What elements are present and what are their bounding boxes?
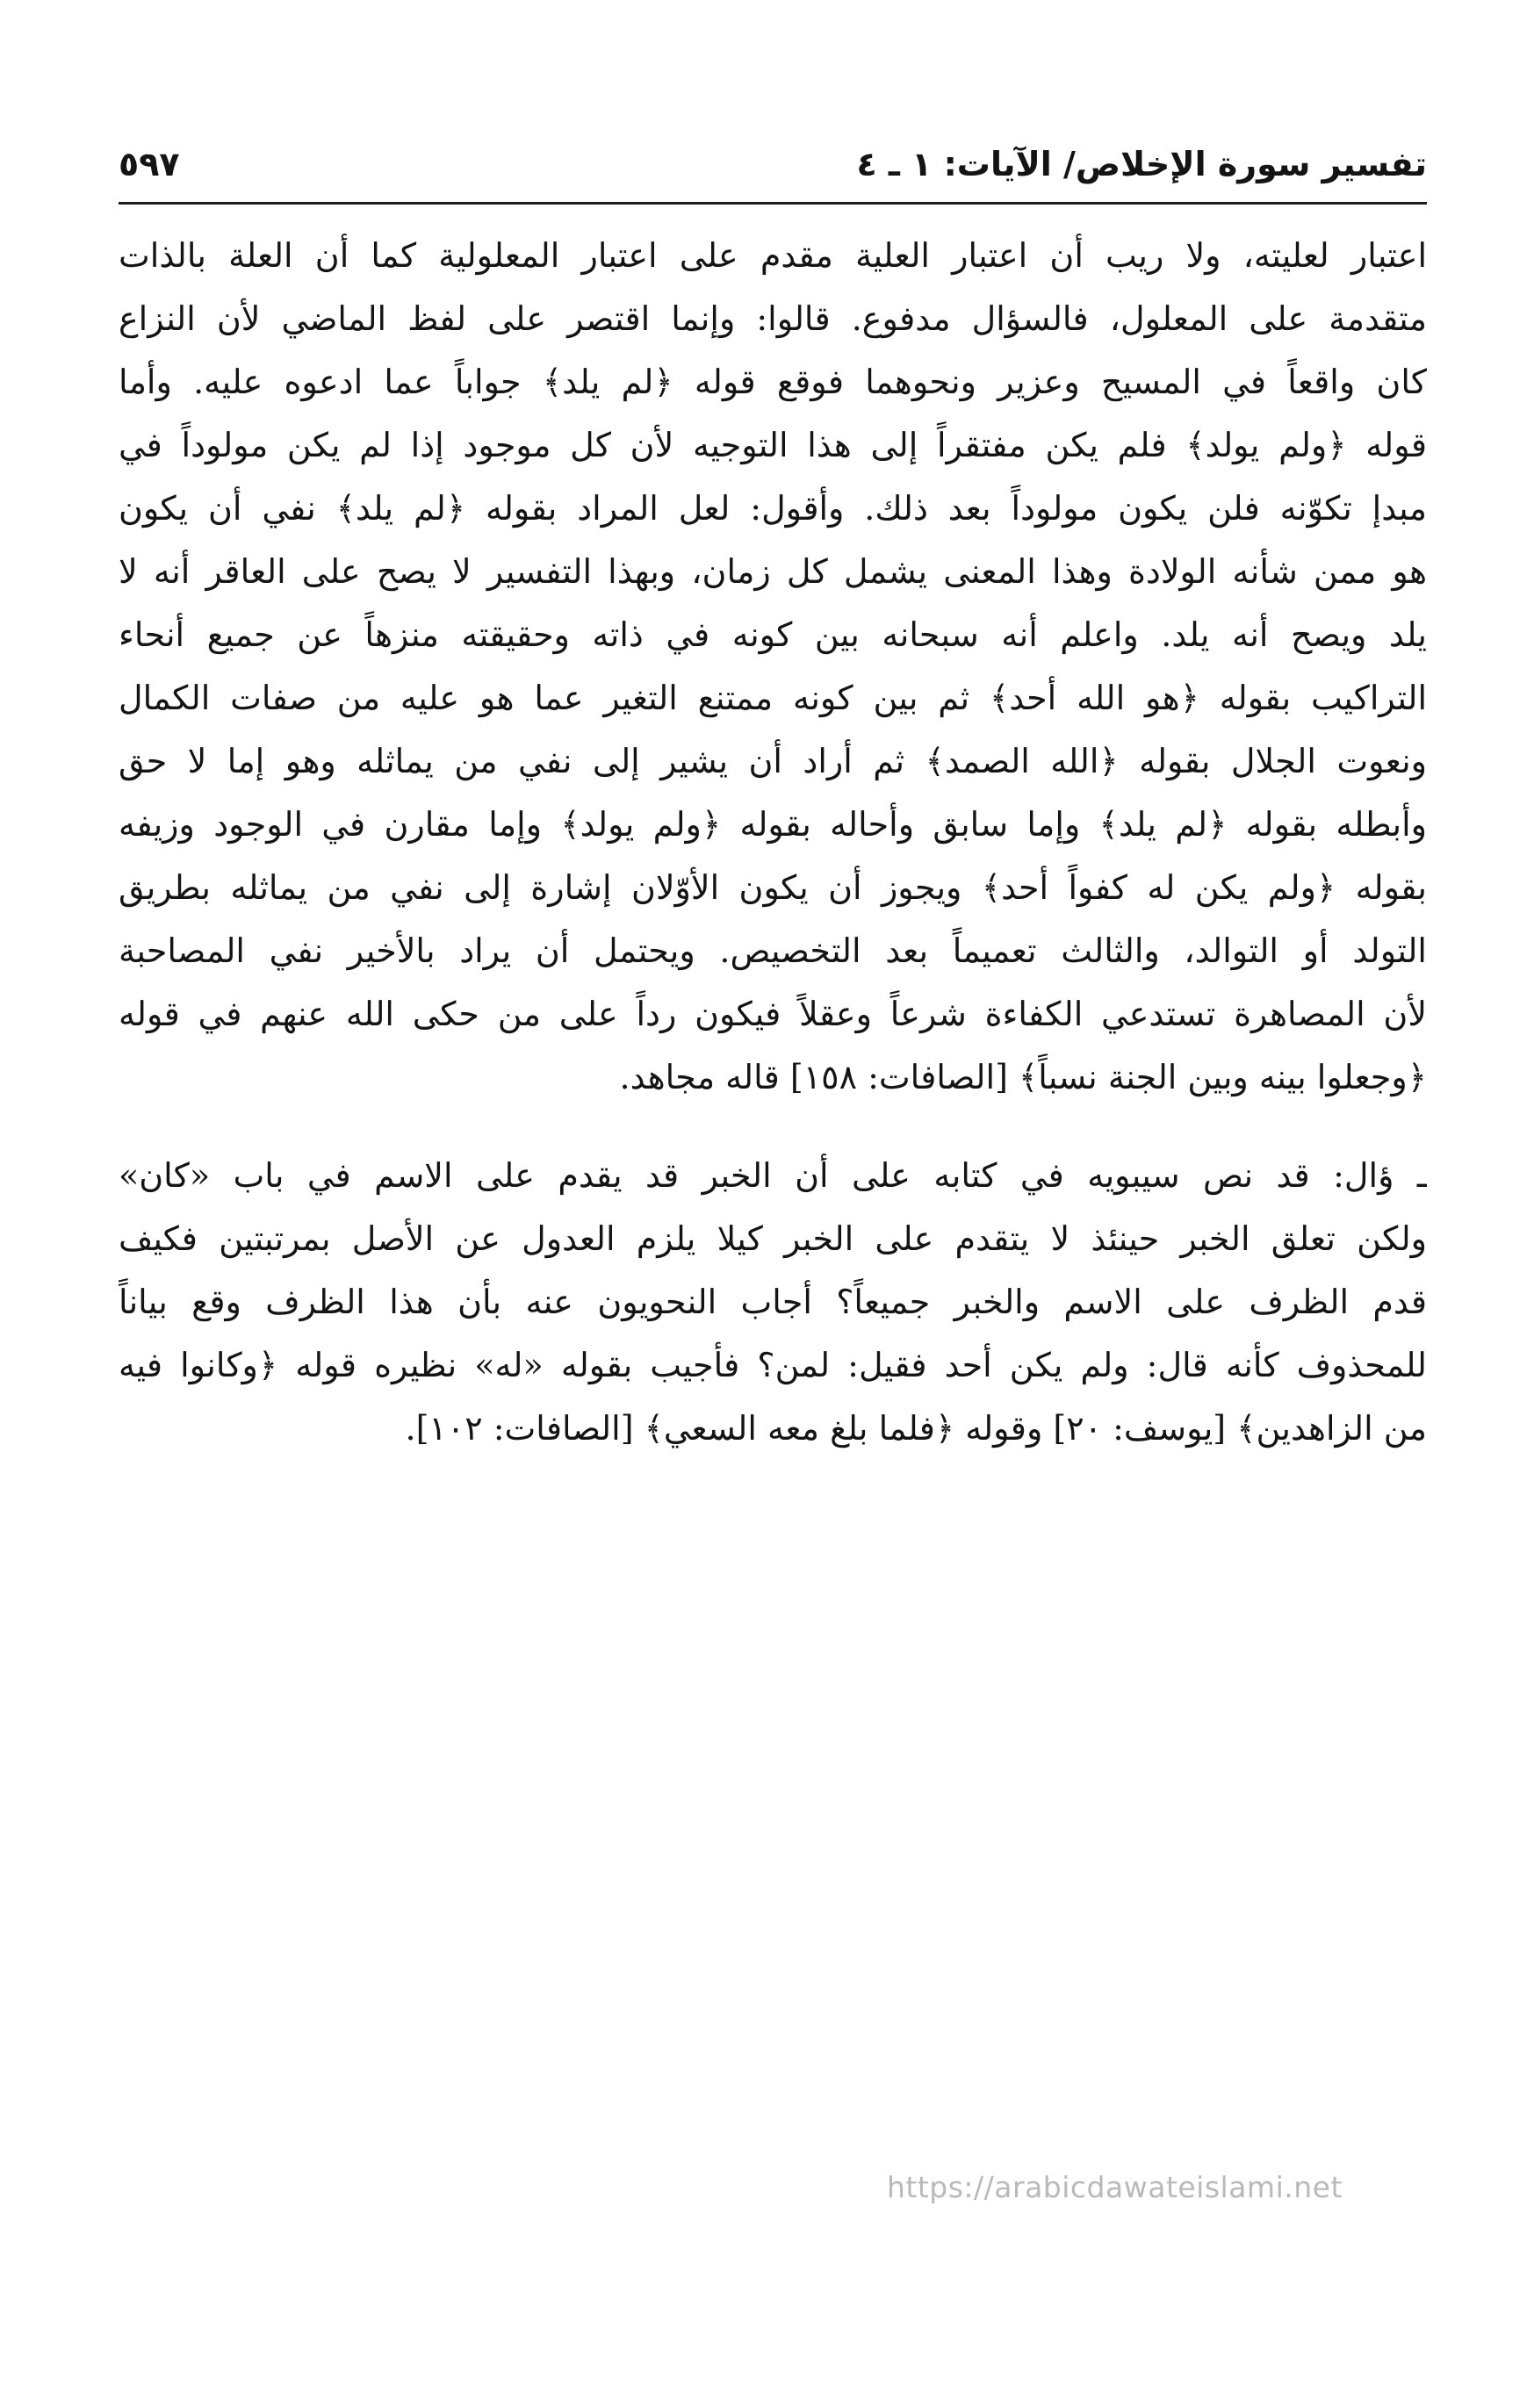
text-line: كان واقعاً في المسيح وعزير ونحوهما فوقع قوله ﴿لم يلد﴾ جواباً عما ادعوه عليه. وأما bbox=[119, 363, 1427, 401]
paragraph-1 bbox=[119, 224, 1427, 1109]
text-line: للمحذوف كأنه قال: ولم يكن أحد فقيل: لمن؟ فأجيب بقوله «له» نظيره قوله ﴿وكانوا فيه bbox=[119, 1346, 1427, 1384]
text-line: ﴿وجعلوا بينه وبين الجنة نسباً﴾ [الصافات: ١٥٨] قاله مجاهد. bbox=[619, 1058, 1427, 1096]
text-line: ونعوت الجلال بقوله ﴿الله الصمد﴾ ثم أراد أن يشير إلى نفي من يماثله وهو إما لا حق bbox=[119, 742, 1427, 780]
text-line: التولد أو التوالد، والثالث تعميماً بعد التخصيص. ويحتمل أن يراد بالأخير نفي المصاحبة bbox=[119, 931, 1427, 970]
running-header bbox=[119, 132, 1427, 204]
paragraph-gap bbox=[119, 1109, 1427, 1144]
text-line: يلد ويصح أنه يلد. واعلم أنه سبحانه بين كونه في ذاته وحقيقته منزهاً عن جميع أنحاء bbox=[119, 615, 1427, 654]
text-line: قدم الظرف على الاسم والخبر جميعاً؟ أجاب النحويون عنه بأن هذا الظرف وقع بياناً bbox=[119, 1283, 1427, 1321]
source-watermark: https://arabicdawateislami.net bbox=[887, 2170, 1343, 2204]
text-line: التراكيب بقوله ﴿هو الله أحد﴾ ثم بين كونه ممتنع التغير عما هو عليه من صفات الكمال bbox=[119, 679, 1427, 717]
paragraph-2 bbox=[119, 1144, 1427, 1460]
text-line: لأن المصاهرة تستدعي الكفاءة شرعاً وعقلاً فيكون رداً على من حكى الله عنهم في قوله bbox=[119, 995, 1427, 1033]
body-text bbox=[119, 224, 1427, 1460]
text-line: ـ ؤال: قد نص سيبويه في كتابه على أن الخبر قد يقدم على الاسم في باب «كان» bbox=[119, 1156, 1427, 1195]
text-line: اعتبار لعليته، ولا ريب أن اعتبار العلية مقدم على اعتبار المعلولية كما أن العلة بالذات bbox=[119, 236, 1427, 275]
page-number: ٥٩٧ bbox=[119, 145, 180, 183]
text-line: ولكن تعلق الخبر حينئذ لا يتقدم على الخبر كيلا يلزم العدول عن الأصل بمرتبتين فكيف bbox=[119, 1219, 1427, 1258]
header-title: تفسير سورة الإخلاص/ الآيات: ١ ـ ٤ bbox=[856, 145, 1427, 183]
text-line: هو ممن شأنه الولادة وهذا المعنى يشمل كل زمان، وبهذا التفسير لا يصح على العاقر أنه لا bbox=[119, 552, 1427, 591]
text-line: متقدمة على المعلول، فالسؤال مدفوع. قالوا: وإنما اقتصر على لفظ الماضي لأن النزاع bbox=[119, 299, 1427, 338]
header-divider bbox=[119, 202, 1427, 205]
text-line: من الزاهدين﴾ [يوسف: ٢٠] وقوله ﴿فلما بلغ معه السعي﴾ [الصافات: ١٠٢]. bbox=[405, 1409, 1427, 1448]
text-line: وأبطله بقوله ﴿لم يلد﴾ وإما سابق وأحاله بقوله ﴿ولم يولد﴾ وإما مقارن في الوجود وزيفه bbox=[119, 805, 1427, 844]
text-line: مبدإ تكوّنه فلن يكون مولوداً بعد ذلك. وأقول: لعل المراد بقوله ﴿لم يلد﴾ نفي أن يكون bbox=[119, 489, 1427, 528]
text-line: قوله ﴿ولم يولد﴾ فلم يكن مفتقراً إلى هذا التوجيه لأن كل موجود إذا لم يكن مولوداً في bbox=[119, 426, 1427, 464]
text-line: بقوله ﴿ولم يكن له كفواً أحد﴾ ويجوز أن يكون الأوّلان إشارة إلى نفي من يماثله بطريق bbox=[119, 868, 1427, 907]
